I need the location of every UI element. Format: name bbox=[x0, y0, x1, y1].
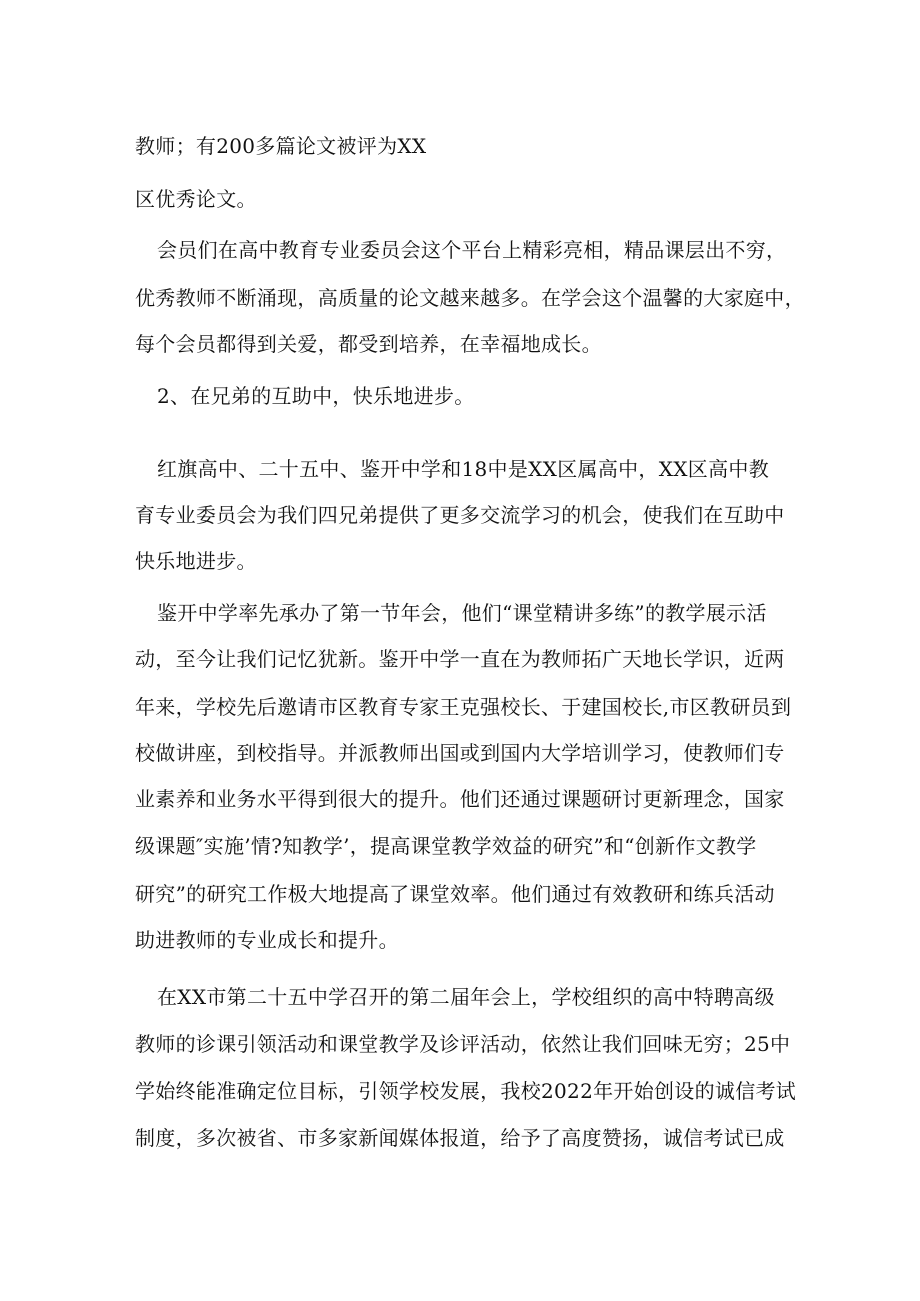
text-line: 育专业委员会为我们四兄弟提供了更多交流学习的机会，使我们在互助中 bbox=[135, 503, 785, 527]
text-line: 校做讲座，到校指导。并派教师出国或到国内大学培训学习，使教师们专 bbox=[135, 741, 785, 765]
text-line: 会员们在高中教育专业委员会这个平台上精彩亮相，精品课层出不穷， bbox=[157, 238, 787, 262]
text-line: 研究”的研究工作极大地提高了课堂效率。他们通过有效教研和练兵活动 bbox=[135, 882, 775, 906]
text-line: 助进教师的专业成长和提升。 bbox=[135, 928, 399, 952]
text-line: 红旗高中、二十五中、鉴开中学和18中是XX区属高中，XX区高中教 bbox=[157, 457, 770, 481]
text-line: 年来，学校先后邀请市区教育专家王克强校长、于建国校长,市区教研员到 bbox=[135, 695, 792, 719]
text-line: 鉴开中学率先承办了第一节年会，他们“课堂精讲多练”的教学展示活 bbox=[157, 601, 767, 625]
text-line: 教师的诊课引领活动和课堂教学及诊评活动，依然让我们回味无穷；25中 bbox=[135, 1032, 791, 1056]
text-line: 级课题″实施’情?知教学’，提高课堂教学效益的研究”和“创新作文教学 bbox=[135, 834, 757, 858]
text-line: 快乐地进步。 bbox=[135, 549, 257, 573]
text-line: 动，至今让我们记忆犹新。鉴开中学一直在为教师拓广天地长学识，近两 bbox=[135, 647, 785, 671]
text-line: 优秀教师不断涌现，高质量的论文越来越多。在学会这个温馨的大家庭中， bbox=[135, 286, 805, 310]
text-line: 制度，多次被省、市多家新闻媒体报道，给予了高度赞扬，诚信考试已成 bbox=[135, 1126, 785, 1150]
text-line: 在XX市第二十五中学召开的第二届年会上，学校组织的高中特聘高级 bbox=[157, 985, 775, 1009]
text-line: 每个会员都得到关爱，都受到培养，在幸福地成长。 bbox=[135, 332, 602, 356]
text-line: 学始终能准确定位目标，引领学校发展，我校2022年开始创设的诚信考试 bbox=[135, 1079, 797, 1103]
text-line: 区优秀论文。 bbox=[135, 187, 257, 211]
text-line: 教师；有200多篇论文被评为XX bbox=[135, 134, 427, 158]
text-line: 业素养和业务水平得到很大的提升。他们还通过课题研讨更新理念，国家 bbox=[135, 787, 785, 811]
section-heading: 2、在兄弟的互助中，快乐地进步。 bbox=[157, 384, 475, 408]
